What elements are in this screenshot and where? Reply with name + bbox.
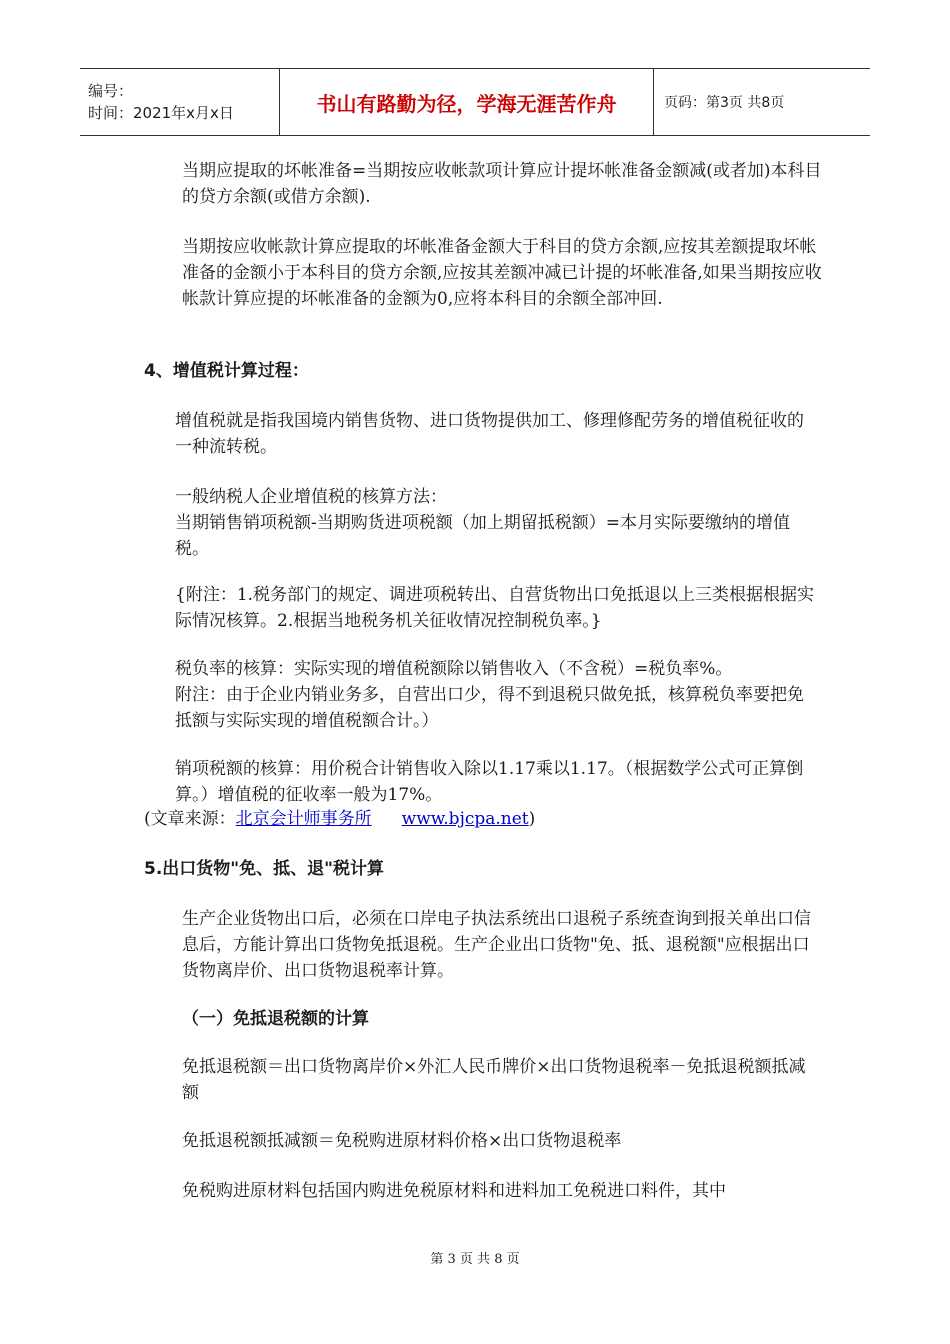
paragraph-text: 增值税就是指我国境内销售货物、进口货物提供加工、修理修配劳务的增值税征收的一种流转税。 <box>175 411 804 457</box>
section-heading-5: 5.出口货物"免、抵、退"税计算 <box>144 859 384 879</box>
paragraph-text: 销项税额的核算：用价税合计销售收入除以1.17乘以1.17。（根据数学公式可正算倒算。）增值税的征收率一般为17%。 <box>175 759 804 805</box>
source-line <box>144 806 824 832</box>
page-footer: 第 3 页 共 8 页 <box>430 1252 520 1267</box>
paragraph-text: 当期应提取的坏帐准备=当期按应收帐款项计算应计提坏帐准备金额减(或者加)本科目的贷方余额(或借方余额). <box>182 161 822 207</box>
paragraph-text: {附注：1.税务部门的规定、调进项税转出、自营货物出口免抵退以上三类根据根据实际情况核算。2.根据当地税务机关征收情况控制税负率。} <box>175 585 815 631</box>
time-label: 时间：2021年x月x日 <box>88 104 234 122</box>
source-suffix: ) <box>528 809 536 829</box>
header-motto: 书山有路勤为径，学海无涯苦作舟 <box>280 69 654 135</box>
source-link-firm[interactable]: 北京会计师事务所 <box>235 809 372 829</box>
paragraph-3 <box>175 408 820 460</box>
number-label: 编号： <box>88 82 134 100</box>
source-link-url[interactable]: www.bjcpa.net <box>401 809 529 829</box>
paragraph-10 <box>182 1128 822 1154</box>
header-page-label: 页码：第3页 共8页 <box>664 95 785 111</box>
paragraph-6 <box>175 656 820 734</box>
paragraph-text: 免抵退税额抵减额＝免税购进原材料价格×出口货物退税率 <box>182 1131 622 1151</box>
paragraph-5 <box>175 582 820 634</box>
section-heading-4: 4、增值税计算过程： <box>144 361 309 381</box>
paragraph-text: 当期销售销项税额-当期购货进项税额（加上期留抵税额）=本月实际要缴纳的增值税。 <box>175 513 790 559</box>
paragraph-8 <box>182 906 822 984</box>
paragraph-2 <box>182 234 822 312</box>
paragraph-7 <box>175 756 820 808</box>
paragraph-text: 一般纳税人企业增值税的核算方法： <box>175 487 447 507</box>
subsection-heading-1: （一）免抵退税额的计算 <box>182 1009 369 1029</box>
paragraph-text: 生产企业货物出口后，必须在口岸电子执法系统出口退税子系统查询到报关单出口信息后，方能计算出口货物免抵退税。生产企业出口货物"免、抵、退税额"应根据出口货物离岸价、出口货物退税率计算。 <box>182 909 811 981</box>
paragraph-1 <box>182 158 822 210</box>
paragraph-9 <box>182 1054 822 1106</box>
paragraph-text: 免税购进原材料包括国内购进免税原材料和进料加工免税进口料件，其中 <box>182 1181 726 1201</box>
page-header <box>80 68 870 136</box>
paragraph-text: 免抵退税额＝出口货物离岸价×外汇人民币牌价×出口货物退税率－免抵退税额抵减额 <box>182 1057 806 1103</box>
paragraph-text: 附注：由于企业内销业务多，自营出口少，得不到退税只做免抵，核算税负率要把免抵额与实际实现的增值税额合计。） <box>175 685 804 731</box>
paragraph-11 <box>182 1178 822 1204</box>
header-meta <box>80 69 280 135</box>
paragraph-4 <box>175 484 820 562</box>
source-prefix: (文章来源： <box>144 809 236 829</box>
paragraph-text: 当期按应收帐款计算应提取的坏帐准备金额大于科目的贷方余额,应按其差额提取坏帐准备的金额小于本科目的贷方余额,应按其差额冲减已计提的坏帐准备,如果当期按应收帐款计算应提的坏帐准备的金额为0,应将本科目的余额全部冲回. <box>182 237 822 309</box>
paragraph-text: 税负率的核算：实际实现的增值税额除以销售收入（不含税）=税负率%。 <box>175 659 733 679</box>
